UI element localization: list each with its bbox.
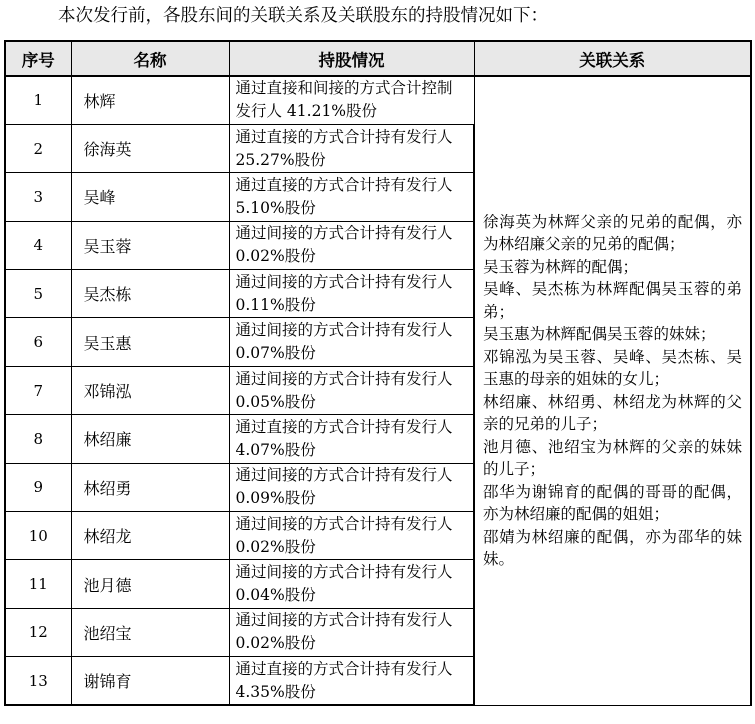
row-name: 徐海英	[71, 124, 229, 172]
relation-line: 吴玉蓉为林辉的配偶；	[483, 257, 639, 276]
row-name: 林绍廉	[71, 415, 229, 463]
row-name: 池月德	[71, 560, 229, 608]
row-name: 吴杰栋	[71, 270, 229, 318]
row-index: 11	[5, 560, 71, 608]
relation-line: 邵华为谢锦育的配偶的哥哥的配偶，亦为林绍廉的配偶的姐姐；	[483, 482, 742, 524]
relation-line: 邵婧为林绍廉的配偶，亦为邵华的妹妹。	[483, 527, 742, 569]
relation-line: 徐海英为林辉父亲的兄弟的配偶，亦为林绍廉父亲的兄弟的配偶；	[483, 212, 742, 254]
row-holding: 通过间接的方式合计持有发行人 0.09%股份	[229, 463, 474, 511]
row-name: 吴玉蓉	[71, 221, 229, 269]
row-index: 1	[5, 76, 71, 124]
row-holding: 通过直接的方式合计持有发行人 25.27%股份	[229, 124, 474, 172]
row-index: 7	[5, 366, 71, 414]
row-holding: 通过间接的方式合计持有发行人 0.02%股份	[229, 608, 474, 656]
table-header-row	[5, 41, 751, 76]
header-index: 序号	[5, 41, 71, 76]
row-name: 林辉	[71, 76, 229, 124]
row-index: 4	[5, 221, 71, 269]
row-index: 5	[5, 270, 71, 318]
row-index: 2	[5, 124, 71, 172]
relation-line: 林绍廉、林绍勇、林绍龙为林辉的父亲的兄弟的儿子；	[483, 392, 742, 434]
row-holding: 通过间接的方式合计持有发行人 0.02%股份	[229, 221, 474, 269]
row-name: 吴峰	[71, 173, 229, 221]
row-name: 林绍勇	[71, 463, 229, 511]
relation-line: 吴玉惠为林辉配偶吴玉蓉的妹妹；	[483, 325, 716, 344]
row-holding: 通过直接的方式合计持有发行人 4.35%股份	[229, 657, 474, 705]
row-holding: 通过直接的方式合计持有发行人 5.10%股份	[229, 173, 474, 221]
header-name: 名称	[71, 41, 229, 76]
row-name: 谢锦育	[71, 657, 229, 705]
row-holding: 通过间接的方式合计持有发行人 0.11%股份	[229, 270, 474, 318]
relation-line: 吴峰、吴杰栋为林辉配偶吴玉蓉的弟弟；	[483, 280, 742, 321]
header-holding: 持股情况	[229, 41, 474, 76]
row-name: 邓锦泓	[71, 366, 229, 414]
row-index: 6	[5, 318, 71, 366]
row-holding: 通过直接和间接的方式合计控制发行人 41.21%股份	[229, 76, 474, 124]
row-name: 吴玉惠	[71, 318, 229, 366]
row-index: 13	[5, 657, 71, 705]
row-holding: 通过间接的方式合计持有发行人 0.02%股份	[229, 512, 474, 560]
row-holding: 通过间接的方式合计持有发行人 0.04%股份	[229, 560, 474, 608]
row-index: 10	[5, 512, 71, 560]
row-holding: 通过直接的方式合计持有发行人 4.07%股份	[229, 415, 474, 463]
header-relation: 关联关系	[474, 41, 751, 76]
row-index: 3	[5, 173, 71, 221]
row-index: 8	[5, 415, 71, 463]
relation-cell	[474, 76, 751, 705]
row-index: 9	[5, 463, 71, 511]
intro-text: 本次发行前，各股东间的关联关系及关联股东的持股情况如下：	[58, 6, 548, 26]
shareholder-relation-table	[4, 40, 752, 706]
row-holding: 通过间接的方式合计持有发行人 0.07%股份	[229, 318, 474, 366]
row-holding: 通过间接的方式合计持有发行人 0.05%股份	[229, 366, 474, 414]
row-name: 池绍宝	[71, 608, 229, 656]
table-row	[5, 76, 751, 124]
relation-line: 池月德、池绍宝为林辉的父亲的妹妹的儿子；	[483, 437, 742, 479]
row-index: 12	[5, 608, 71, 656]
relation-line: 邓锦泓为吴玉蓉、吴峰、吴杰栋、吴玉惠的母亲的姐妹的女儿；	[483, 347, 742, 389]
row-name: 林绍龙	[71, 512, 229, 560]
